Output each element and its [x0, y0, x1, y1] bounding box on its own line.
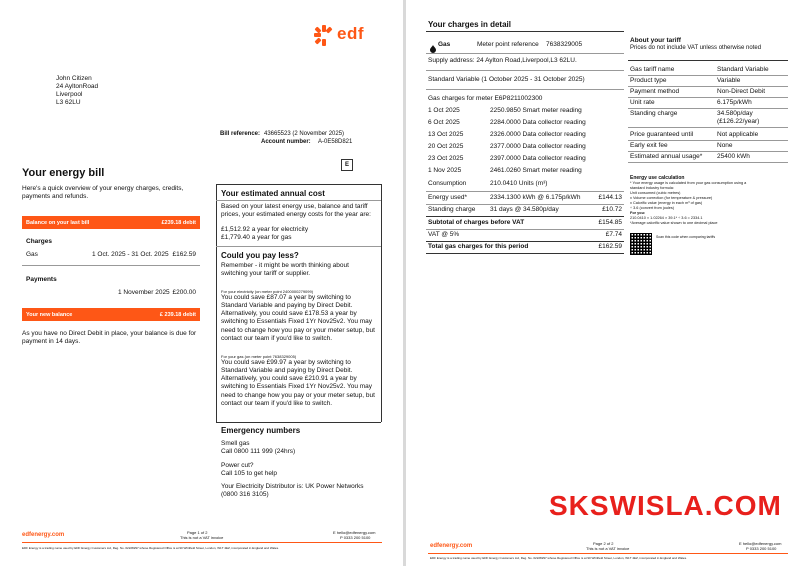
total-value: £162.59: [598, 243, 622, 250]
subtotal-value: £154.85: [598, 219, 622, 226]
footer-divider: [428, 553, 788, 554]
charges-gas-period: 1 Oct. 2025 - 31 Oct. 2025: [92, 251, 169, 258]
footer-email: E hello@edfenergy.com: [739, 541, 782, 546]
annual-cost-heading: Your estimated annual cost: [221, 189, 325, 198]
bill-page-2: [406, 0, 809, 566]
consumption-label: Consumption: [428, 180, 467, 187]
tariff-row-value: Non-Direct Debit: [717, 88, 766, 95]
power-cut-call: Call 105 to get help: [221, 470, 278, 477]
divider: [426, 31, 624, 32]
bill-page-1: [0, 0, 403, 566]
divider: [628, 75, 788, 76]
annual-cost-text: Based on your latest energy use, balance and tariff prices, your estimated energy costs for the year are:: [221, 203, 371, 219]
last-bill-label: Balance on your last bill: [26, 219, 90, 226]
payments-date: 1 November 2025: [118, 289, 170, 296]
gas-label: Gas: [438, 41, 451, 48]
about-tariff-heading: About your tariff: [630, 37, 681, 44]
reading-value: 2397.0000 Data collector reading: [490, 155, 586, 162]
meter-ref-value: 7638329005: [546, 41, 583, 48]
meter-ref-label: Meter point reference: [477, 41, 539, 48]
new-balance-value: £ 239.18 debit: [159, 311, 196, 318]
calc-line: Unit consumed (cubic metres): [630, 191, 681, 195]
divider: [216, 422, 381, 423]
tariff-row-value: 6.175p/kWh: [717, 99, 752, 106]
qr-caption: Scan this code when comparing tariffs: [656, 235, 716, 239]
tariff-row-value: 34.580p/day: [717, 110, 753, 117]
footer-page-number: Page 2 of 2: [593, 541, 614, 546]
divider: [628, 108, 788, 109]
divider: [426, 241, 624, 242]
footer-email: E hello@edfenergy.com: [333, 530, 376, 535]
tariff-row-label: Product type: [630, 77, 667, 84]
intro-text: Here's a quick overview of your energy charges, credits, payments and refunds.: [22, 185, 184, 201]
charges-gas-value: £162.59: [172, 251, 196, 258]
tariff-row-value: Variable: [717, 77, 741, 84]
divider: [628, 140, 788, 141]
electricity-meter-label: For your electricity (on meter point 2400000279099): [221, 289, 314, 294]
account-number-label: Account number:: [261, 139, 311, 145]
calc-line: 210.0410 × 1.02264 × 39.1* ÷ 3.6 = 2334.1: [630, 216, 703, 220]
calc-line: For you:: [630, 211, 646, 215]
footer-vat-note: This is not a VAT invoice: [586, 546, 630, 551]
box-right-border: [381, 184, 382, 422]
divider: [426, 89, 624, 90]
about-tariff-subheading: Prices do not include VAT unless otherwise noted: [630, 45, 762, 51]
divider: [216, 200, 381, 201]
edf-logo-icon: [312, 24, 336, 48]
reading-date: 13 Oct 2025: [428, 131, 464, 138]
annual-electricity: £1,512.92 a year for electricity: [221, 226, 309, 233]
power-cut-label: Power cut?: [221, 462, 254, 469]
tariff-row-value: None: [717, 142, 733, 149]
tariff-row-value: (£126.22/year): [717, 118, 760, 125]
footer-legal: EDF Energy is a trading name used by EDF Energy Customers Ltd, Reg. No. 02228297 whose Registered Office is at 90 Whitfield Street, London, W1T 4EZ, incorporated in England and Wales.: [22, 546, 279, 550]
footer-vat-note: This is not a VAT invoice: [180, 535, 224, 540]
gas-meter-label: For your gas (on meter point 7638329005): [221, 354, 297, 359]
calc-heading: Energy use calculation: [630, 175, 685, 181]
bill-reference-label: Bill reference:: [220, 131, 261, 137]
divider: [628, 86, 788, 87]
direct-debit-note: As you have no Direct Debit in place, your balance is due for payment in 14 days.: [22, 330, 197, 346]
standing-charge-label: Standing charge: [428, 206, 476, 213]
divider: [628, 151, 788, 152]
calc-line: x Calorific value (energy in each m³ of gas): [630, 201, 703, 205]
tariff-row-label: Payment method: [630, 88, 680, 95]
footer-legal: EDF Energy is a trading name used by EDF Energy Customers Ltd, Reg. No. 02228297 whose Registered Office is at 90 Whitfield Street, London, W1T 4EZ, incorporated in England and Wales.: [430, 556, 687, 560]
energy-used-value: 2334.1300 kWh @ 6.175p/kWh: [490, 194, 581, 201]
charges-for-meter: Gas charges for meter E6P8211002300: [428, 95, 543, 102]
last-bill-value: £239.18 debit: [161, 219, 196, 226]
address-line-3: Liverpool: [56, 91, 83, 98]
reading-value: 2377.0000 Data collector reading: [490, 143, 586, 150]
account-number-value: A-0E58D821: [318, 139, 353, 145]
reading-date: 1 Oct 2025: [428, 107, 460, 114]
standing-charge-value: 31 days @ 34.580p/day: [490, 206, 559, 213]
divider: [426, 216, 624, 217]
charges-detail-heading: Your charges in detail: [428, 20, 511, 29]
footer-page-number: Page 1 of 2: [187, 530, 208, 535]
smell-gas-call: Call 0800 111 999 (24hrs): [221, 448, 296, 455]
tariff-row-label: Estimated annual usage*: [630, 153, 703, 160]
emergency-heading: Emergency numbers: [221, 426, 301, 435]
tariff-row-label: Standing charge: [630, 110, 678, 117]
charges-heading: Charges: [26, 238, 53, 245]
payments-heading: Payments: [26, 276, 57, 283]
watermark-text: SKSWISLA.COM: [549, 490, 782, 521]
address-line-2: 24 AyltonRoad: [56, 83, 99, 90]
tariff-row-label: Unit rate: [630, 99, 655, 106]
reading-date: 20 Oct 2025: [428, 143, 464, 150]
footer-site-link[interactable]: edfenergy.com: [430, 543, 473, 549]
reading-date: 23 Oct 2025: [428, 155, 464, 162]
reading-value: 2461.0260 Smart meter reading: [490, 167, 582, 174]
tariff-period: Standard Variable (1 October 2025 - 31 October 2025): [428, 76, 585, 83]
tariff-row-value: Not applicable: [717, 131, 759, 138]
box-left-border: [216, 184, 217, 422]
total-label: Total gas charges for this period: [428, 243, 529, 250]
calc-line: ÷ 3.6 (convert from joules): [630, 206, 675, 210]
divider: [426, 191, 624, 192]
energy-used-cost: £144.13: [598, 194, 622, 201]
calc-line: * Your energy usage is calculated from your gas consumption using a: [630, 181, 747, 185]
calc-line: *Average calorific value shown to one decimal place: [630, 221, 718, 225]
address-line-4: L3 62LU: [56, 99, 81, 106]
divider: [628, 127, 788, 128]
payments-value: £200.00: [172, 289, 196, 296]
standing-charge-cost: £10.72: [602, 206, 622, 213]
calc-line: standard industry formula:: [630, 186, 674, 190]
smell-gas-label: Smell gas: [221, 440, 250, 447]
new-balance-label: Your new balance: [26, 311, 73, 318]
divider: [426, 204, 624, 205]
reading-value: 2250.9850 Smart meter reading: [490, 107, 582, 114]
vat-label: VAT @ 5%: [428, 231, 460, 238]
consumption-value: 210.0410 Units (m³): [490, 180, 548, 187]
energy-used-label: Energy used*: [428, 194, 468, 201]
divider: [628, 60, 788, 61]
subtotal-label: Subtotal of charges before VAT: [428, 219, 525, 226]
distributor-text: Your Electricity Distributor is: UK Power Networks (0800 316 3105): [221, 483, 364, 499]
reading-value: 2326.0000 Data collector reading: [490, 131, 586, 138]
footer-phone: P 0333 200 5100: [340, 535, 371, 540]
bill-reference-value: 43665523 (2 November 2025): [264, 131, 345, 137]
footer-divider: [22, 542, 382, 543]
divider: [426, 253, 624, 254]
reading-date: 6 Oct 2025: [428, 119, 460, 126]
pay-less-text: Remember - it might be worth thinking about switching your tariff or supplier.: [221, 262, 349, 278]
divider: [216, 246, 381, 247]
divider: [22, 265, 200, 266]
flame-icon: [430, 40, 436, 48]
calc-line: x Volume correction (for temperature & pressure): [630, 196, 713, 200]
address-line-1: John Citizen: [56, 75, 92, 82]
tariff-row-label: Gas tariff name: [630, 66, 675, 73]
electricity-saving-text: You could save £87.07 a year by switching to Standard Variable and paying by Direct Debit. Alternatively, you could save £178.53 a year by switching to Essentials Fixed 1Yr Nov25v2. You may need to change how you pay or your meter setup, but contact our team if you'd like to switch.: [221, 294, 375, 342]
charges-gas-label: Gas: [26, 251, 38, 258]
last-bill-bar: [22, 216, 200, 229]
divider: [216, 184, 381, 185]
gas-saving-text: You could save £99.97 a year by switching to Standard Variable and paying by Direct Debit. Alternatively, you could save £210.91 a year by switching to Essentials Fixed 1Yr Nov25v2. You may need to change how you pay or your meter setup, but contact our team if you'd like to switch.: [221, 359, 375, 407]
vat-value: £7.74: [605, 231, 622, 238]
supply-address: Supply address: 24 Aylton Road,Liverpool,L3 62LU.: [428, 57, 577, 64]
divider: [628, 97, 788, 98]
page-title: Your energy bill: [22, 167, 105, 179]
annual-gas: £1,779.40 a year for gas: [221, 234, 292, 241]
footer-site-link[interactable]: edfenergy.com: [22, 532, 65, 538]
divider: [628, 162, 788, 163]
footer-phone: P 0333 200 5100: [746, 546, 777, 551]
new-balance-bar: [22, 308, 200, 321]
divider: [426, 229, 624, 230]
divider: [426, 53, 624, 54]
edf-logo-text: edf: [337, 24, 364, 43]
box-letter: E: [341, 159, 353, 171]
divider: [426, 70, 624, 71]
reading-value: 2284.0000 Data collector reading: [490, 119, 586, 126]
tariff-row-label: Early exit fee: [630, 142, 668, 149]
tariff-row-value: Standard Variable: [717, 66, 769, 73]
tariff-row-label: Price guaranteed until: [630, 131, 694, 138]
qr-code-icon[interactable]: [630, 233, 652, 255]
pay-less-heading: Could you pay less?: [221, 251, 299, 260]
reading-date: 1 Nov 2025: [428, 167, 462, 174]
tariff-row-value: 25400 kWh: [717, 153, 750, 160]
